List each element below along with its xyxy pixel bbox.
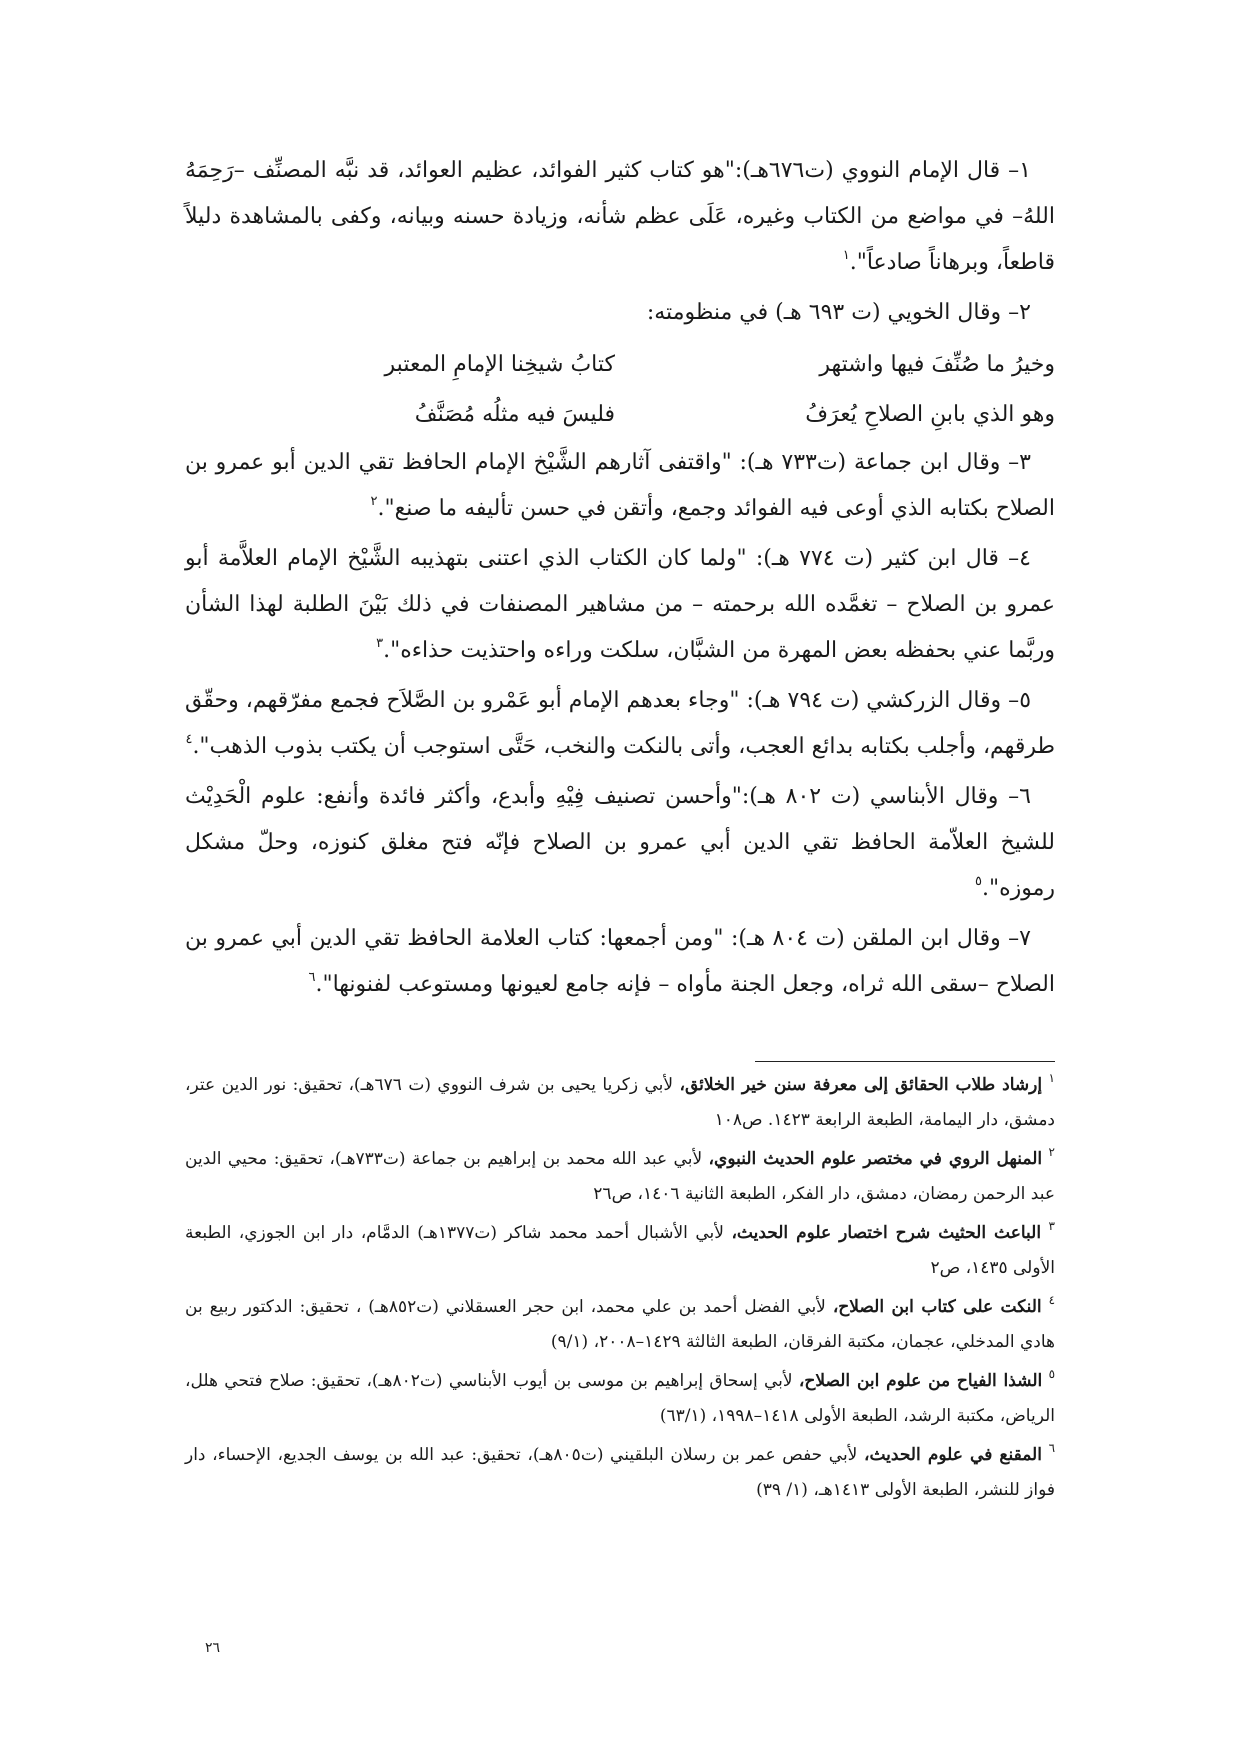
page-number: ٢٦ <box>204 1640 220 1656</box>
footnote-text: لأبي حفص عمر بن رسلان البلقيني (ت٨٠٥هـ)، تحقيق: عبد الله بن يوسف الجديع، الإحساء، دار فواز للنشر، الطبعة الأولى ١٤١٣هـ، (١/ ٣٩) <box>185 1445 1055 1500</box>
footnote-title: المنهل الروي في مختصر علوم الحديث النبوي، <box>708 1149 1043 1169</box>
footnote-6 <box>185 1438 1055 1508</box>
footnote-title: النكت على كتاب ابن الصلاح، <box>832 1297 1042 1317</box>
paragraph-7 <box>185 916 1055 1008</box>
paragraph-1-text: ١– قال الإمام النووي (ت٦٧٦هـ):"هو كتاب كثير الفوائد، عظيم العوائد، قد نبَّه المصنِّف –رَحِمَهُ اللهُ– في مواضع من الكتاب وغيره، عَلَى عظم شأنه، وزيادة حسنه وبيانه، وكفى بالمشاهدة دليلاً قاطعاً، وبرهاناً صادعاً". <box>185 158 1055 275</box>
footnote-title: إرشاد طلاب الحقائق إلى معرفة سنن خير الخلائق، <box>679 1075 1043 1095</box>
poem-verse-1 <box>185 340 1055 390</box>
footnote-3 <box>185 1216 1055 1286</box>
footnote-text: لأبي الفضل أحمد بن علي محمد، ابن حجر العسقلاني (ت٨٥٢هـ) ، تحقيق: الدكتور ربيع بن هادي المدخلي، عجمان، مكتبة الفرقان، الطبعة الثالثة ١٤٢٩–٢٠٠٨، (٩/١) <box>185 1297 1055 1352</box>
paragraph-1 <box>185 148 1055 286</box>
paragraph-3 <box>185 440 1055 532</box>
footnote-ref-3: ٣ <box>376 636 384 651</box>
paragraph-6 <box>185 774 1055 912</box>
footnote-text: لأبي إسحاق إبراهيم بن موسى بن أيوب الأبناسي (ت٨٠٢هـ)، تحقيق: صلاح فتحي هلل، الرياض، مكتبة الرشد، الطبعة الأولى ١٤١٨–١٩٩٨، (٦٣/١) <box>185 1371 1055 1426</box>
footnote-number: ٢ <box>1048 1145 1055 1159</box>
footnote-2 <box>185 1142 1055 1212</box>
paragraph-7-text: ٧– وقال ابن الملقن (ت ٨٠٤ هـ): "ومن أجمعها: كتاب العلامة الحافظ تقي الدين أبي عمرو بن الصلاح –سقى الله ثراه، وجعل الجنة مأواه – فإنه جامع لعيونها ومستوعب لفنونها". <box>185 926 1055 997</box>
footnote-ref-6: ٦ <box>308 970 316 985</box>
footnote-separator <box>755 1061 1055 1062</box>
verse-2-first-hemistich: وهو الذي بابنِ الصلاحِ يُعرَفُ <box>805 402 1055 427</box>
poem-verse-2 <box>185 390 1055 440</box>
footnote-title: الشذا الفياح من علوم ابن الصلاح، <box>798 1371 1043 1391</box>
footnote-number: ١ <box>1048 1071 1055 1085</box>
footnote-number: ٦ <box>1048 1441 1056 1455</box>
footnote-text: لأبي عبد الله محمد بن إبراهيم بن جماعة (ت٧٣٣هـ)، تحقيق: محيي الدين عبد الرحمن رمضان، دمشق، دار الفكر، الطبعة الثانية ١٤٠٦، ص٢٦ <box>185 1149 1055 1204</box>
footnote-text: لأبي الأشبال أحمد محمد شاكر (ت١٣٧٧هـ) الدمَّام، دار ابن الجوزي، الطبعة الأولى ١٤٣٥، ص٢ <box>185 1223 1055 1278</box>
paragraph-4 <box>185 536 1055 674</box>
verse-1-second-hemistich: كتابُ شيخِنا الإمامِ المعتبر <box>384 352 615 377</box>
footnote-4 <box>185 1290 1055 1360</box>
footnote-ref-4: ٤ <box>185 732 193 747</box>
paragraph-3-text: ٣– وقال ابن جماعة (ت٧٣٣ هـ): "واقتفى آثارهم الشَّيْخ الإمام الحافظ تقي الدين أبو عمرو بن الصلاح بكتابه الذي أوعى فيه الفوائد وجمع، وأتقن في حسن تأليفه ما صنع". <box>185 450 1055 521</box>
paragraph-5 <box>185 678 1055 770</box>
footnote-ref-5: ٥ <box>974 874 982 889</box>
paragraph-6-text: ٦– وقال الأبناسي (ت ٨٠٢ هـ):"وأحسن تصنيف فِيْهِ وأبدع، وأكثر فائدة وأنفع: علوم الْحَدِيْث للشيخ العلاّمة الحافظ تقي الدين أبي عمرو بن الصلاح فإنّه فتح مغلق كنوزه، وحلّ مشكل رموزه". <box>185 784 1055 901</box>
footnote-1 <box>185 1068 1055 1138</box>
main-text <box>185 148 1055 1012</box>
footnote-title: الباعث الحثيث شرح اختصار علوم الحديث، <box>731 1223 1042 1243</box>
footnote-ref-1: ١ <box>842 248 850 263</box>
footnote-number: ٣ <box>1048 1219 1055 1233</box>
verse-2-second-hemistich: فليسَ فيه مثلُه مُصَنَّفُ <box>414 402 615 427</box>
footnote-ref-2: ٢ <box>370 494 378 509</box>
footnote-5 <box>185 1364 1055 1434</box>
footnote-number: ٥ <box>1048 1367 1056 1381</box>
poem <box>185 340 1055 440</box>
footnote-text: لأبي زكريا يحيى بن شرف النووي (ت ٦٧٦هـ)، تحقيق: نور الدين عتر، دمشق، دار اليمامة، الطبعة الرابعة ١٤٢٣. ص١٠٨ <box>185 1075 1055 1130</box>
paragraph-5-text: ٥– وقال الزركشي (ت ٧٩٤ هـ): "وجاء بعدهم الإمام أبو عَمْرو بن الصَّلاَح فجمع مفرّقهم، وحقّق طرقهم، وأجلب بكتابه بدائع العجب، وأتى بالنكت والنخب، حَتَّى استوجب أن يكتب بذوب الذهب". <box>185 688 1055 759</box>
verse-1-first-hemistich: وخيرُ ما صُنِّفَ فيها واشتهر <box>819 352 1055 377</box>
footnotes <box>185 1068 1055 1512</box>
footnote-title: المقنع في علوم الحديث، <box>864 1445 1042 1465</box>
paragraph-4-text: ٤– قال ابن كثير (ت ٧٧٤ هـ): "ولما كان الكتاب الذي اعتنى بتهذيبه الشَّيْخ الإمام العلاَّمة أبو عمرو بن الصلاح – تغمَّده الله برحمته – من مشاهير المصنفات في ذلك بَيْنَ الطلبة لهذا الشأن وربَّما عني بحفظه بعض المهرة من الشبَّان، سلكت وراءه واحتذيت حذاءه". <box>185 546 1055 663</box>
paragraph-2-intro: ٢– وقال الخويي (ت ٦٩٣ هـ) في منظومته: <box>646 300 1031 325</box>
footnote-number: ٤ <box>1048 1293 1056 1307</box>
